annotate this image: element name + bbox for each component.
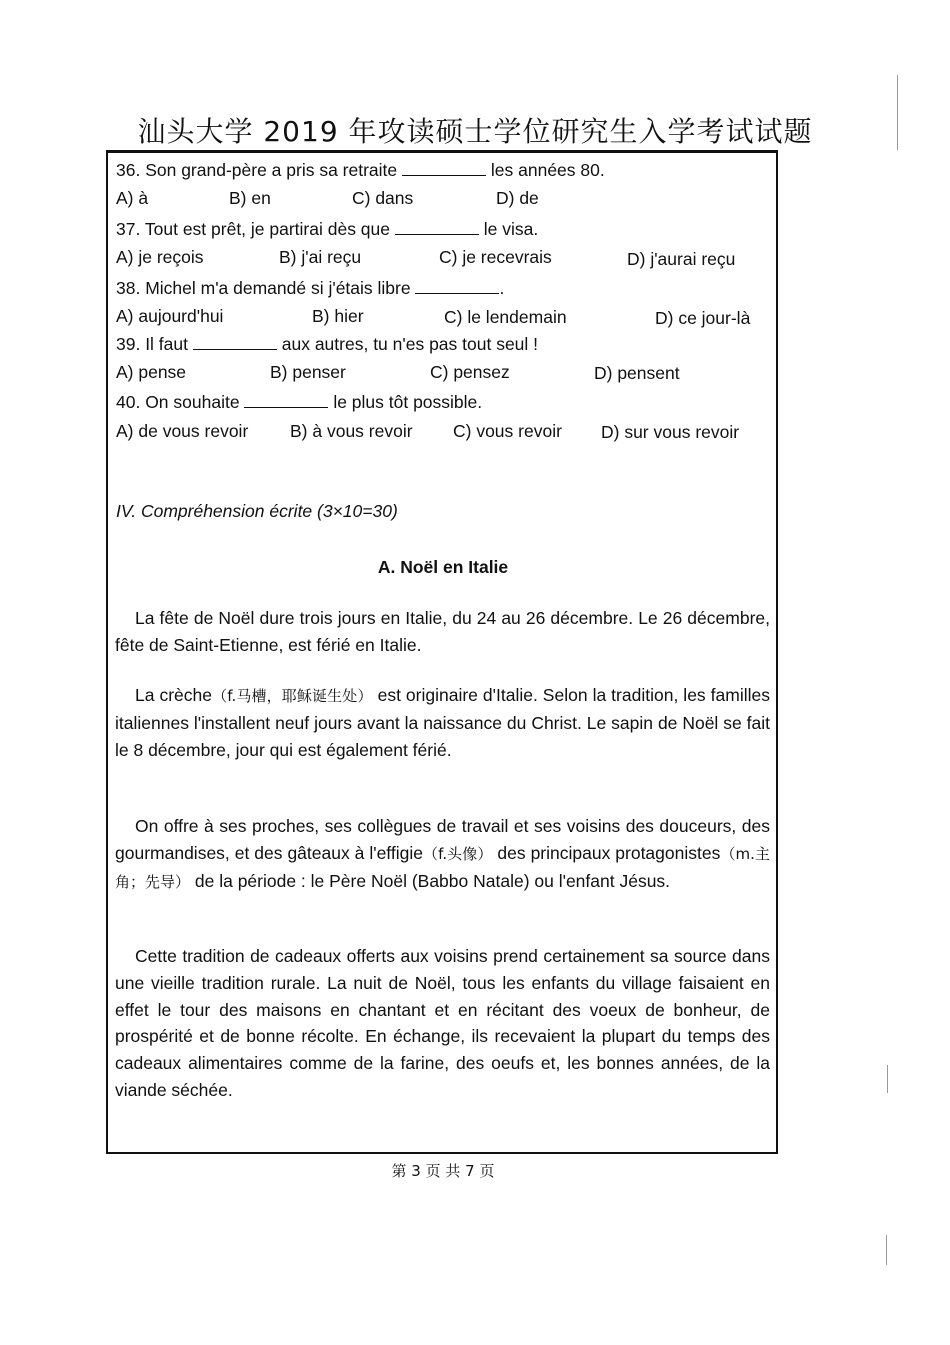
option: A) aujourd'hui [116,306,224,326]
option: C) dans [352,188,414,208]
option: C) vous revoir [453,421,562,441]
option: A) à [116,188,149,208]
option: D) ce jour-là [655,308,751,328]
question-40-stem: 40. On souhaite le plus tôt possible. [116,392,483,412]
scan-artifact [887,1065,888,1093]
option: B) à vous revoir [290,421,413,441]
answer-blank [193,333,277,350]
question-36-stem: 36. Son grand-père a pris sa retraite les années 80. [116,160,605,180]
section-heading: IV. Compréhension écrite (3×10=30) [116,501,398,521]
chinese-gloss: （f.马槽，耶稣诞生处） [212,687,373,705]
option: D) sur vous revoir [601,422,740,442]
exam-title: 汕头大学 2019 年攻读硕士学位研究生入学考试试题 [137,115,813,148]
option: A) de vous revoir [116,421,249,441]
scan-artifact [897,75,898,150]
paragraph-4: Cette tradition de cadeaux offerts aux voisins prend certainement sa source dans une vieille tradition rurale. La nuit de Noël, tous les enfants du village faisaient en effet le tour des maisons en chantant et en récitant des voeux de bonheur, de prospérité et de bonne récolte. En échange, ils recevaient la plupart du temps des cadeaux alimentaires comme de la farine, des oeufs et, les bonnes années, de la viande séchée. [115,946,770,1100]
option: D) j'aurai reçu [627,249,736,269]
option: C) pensez [430,362,510,382]
option: B) hier [312,306,364,326]
option: B) en [229,188,271,208]
question-37-stem: 37. Tout est prêt, je partirai dès que le visa. [116,219,539,239]
question-39-stem: 39. Il faut aux autres, tu n'es pas tout seul ! [116,334,539,354]
option: C) je recevrais [439,247,552,267]
question-38-stem: 38. Michel m'a demandé si j'étais libre . [116,278,505,298]
chinese-gloss: （f.头像） [422,844,493,863]
option: A) je reçois [116,247,204,267]
paragraph-2: La crèche（f.马槽，耶稣诞生处） est originaire d'Italie. Selon la tradition, les familles italiennes l'installent neuf jours avant la naissance du Christ. Le sapin de Noël se fait le 8 décembre, jour qui est également férié. [115,685,770,760]
answer-blank [415,277,499,294]
option: A) pense [116,362,187,382]
reading-title: A. Noël en Italie [377,557,509,577]
answer-blank [395,218,479,235]
option: D) pensent [594,363,680,383]
option: C) le lendemain [444,307,567,327]
chinese-gloss: （m.主角；先导） [115,844,770,891]
scan-artifact [886,1235,887,1265]
option: D) de [496,188,539,208]
paragraph-3: On offre à ses proches, ses collègues de travail et ses voisins des douceurs, des gourmandises, et des gâteaux à l'effigie（f.头像） des principaux protagonistes（m.主角；先导） de la période : le Père Noël (Babbo Natale) ou l'enfant Jésus. [115,816,770,891]
option: B) j'ai reçu [279,247,362,267]
page-number: 第 3 页 共 7 页 [391,1162,495,1180]
answer-blank [402,159,486,176]
paragraph-1: La fête de Noël dure trois jours en Italie, du 24 au 26 décembre. Le 26 décembre, fête de Saint-Etienne, est férié en Italie. [115,608,770,655]
answer-blank [244,391,328,408]
option: B) penser [270,362,346,382]
